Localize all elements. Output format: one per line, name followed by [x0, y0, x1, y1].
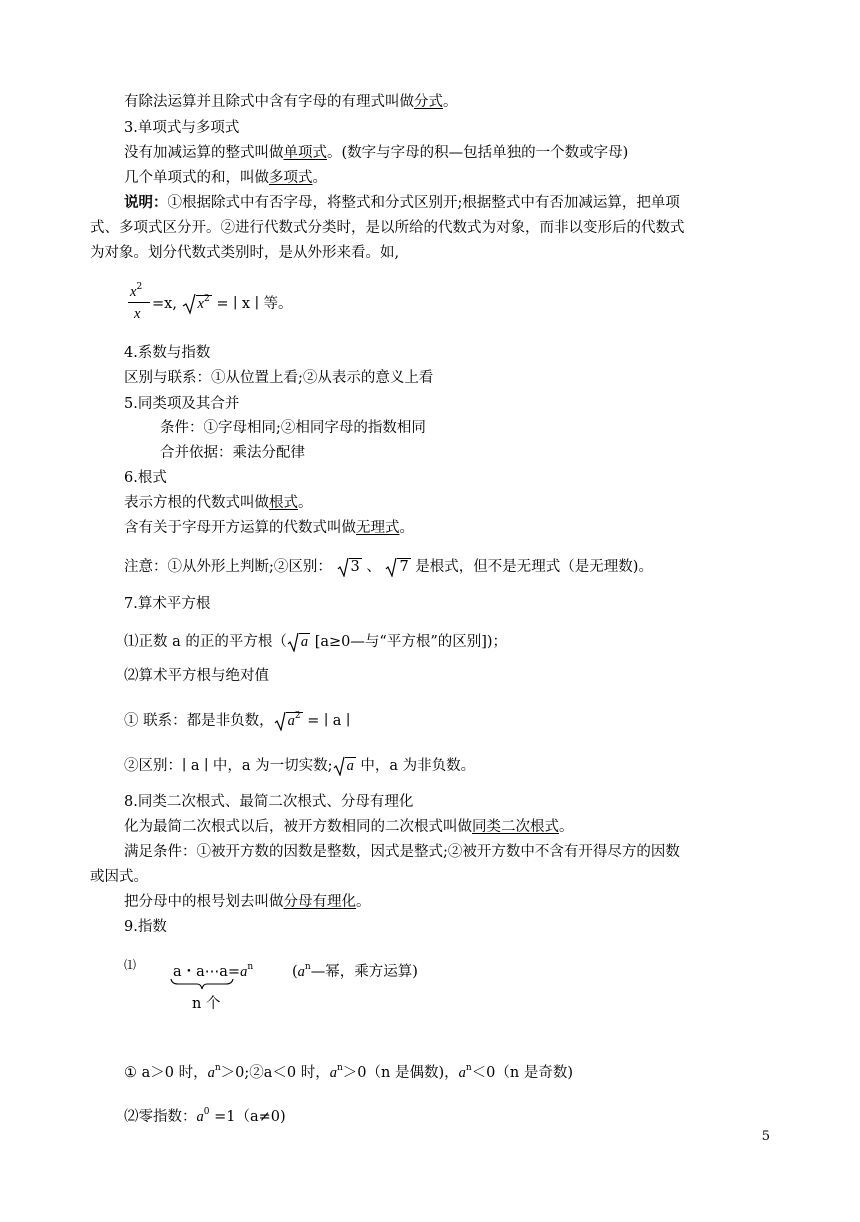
equation-rest: [152, 292, 293, 315]
text-line: 条件：①字母相同;②相同字母的指数相同: [160, 420, 426, 436]
section-heading: 7.算术平方根: [124, 596, 211, 612]
text-line: [124, 1058, 573, 1083]
exponent: n: [465, 1063, 472, 1073]
text: ⑵零指数：: [124, 1109, 197, 1125]
underbrace-icon: [170, 978, 234, 990]
text: ②区别：∣ a ∣ 中，a 为一切实数;: [124, 758, 333, 774]
text: 。: [356, 894, 371, 910]
equation-fraction-sqrt: [128, 282, 368, 326]
var-x: x: [197, 296, 204, 312]
term-polynomial: 多项式: [269, 170, 313, 186]
var-a: a: [240, 964, 248, 980]
text-line: 区别与联系：①从位置上看;②从表示的意义上看: [124, 370, 434, 386]
term-fraction: 分式: [414, 94, 443, 110]
fraction-bar: [128, 302, 150, 303]
text: ＜0（n 是奇数): [471, 1065, 574, 1081]
radicand: [196, 295, 212, 312]
exponent: n: [336, 1063, 343, 1073]
text: ① a＞0 时，: [124, 1065, 208, 1081]
term-radical: 根式: [269, 495, 298, 511]
radical-sign-icon: [274, 711, 286, 731]
radicand: a: [300, 634, 309, 650]
text: = ∣ a ∣: [302, 713, 351, 729]
note-line: [124, 193, 680, 213]
text: ＞0（n 是偶数)，: [342, 1065, 459, 1081]
fraction-numerator: [130, 282, 142, 301]
text-line: [124, 92, 458, 112]
note-line: 为对象。划分代数式类别时，是从外形来看。如,: [90, 245, 400, 261]
text: ⑴正数 a 的正的平方根（: [124, 634, 287, 650]
text: ① 联系：都是非负数，: [124, 713, 274, 729]
text-line: [124, 704, 350, 733]
var-a: a: [458, 1065, 466, 1081]
item-number: ⑴: [124, 958, 137, 972]
text: 是根式，但不是无理式（是无理数)。: [410, 559, 653, 575]
text: 。: [298, 495, 313, 511]
radical-sign-icon: [287, 632, 299, 652]
text: 。: [312, 170, 327, 186]
var-a: a: [196, 1109, 204, 1125]
text: 注意：①从外形上判断;②区别：: [124, 559, 332, 575]
section-heading: 3.单项式与多项式: [124, 120, 240, 136]
power-note: [292, 960, 418, 981]
text: (: [292, 964, 298, 980]
var-x: x: [130, 284, 137, 300]
power-definition: [124, 954, 484, 1014]
product-text: a・a⋯a=: [173, 964, 241, 980]
note-line: 式、多项式区分开。②进行代数式分类时，是以所给的代数式为对象，而非以变形后的代数式: [90, 220, 685, 236]
page-number: 5: [761, 1129, 770, 1144]
radicand: 3: [350, 559, 360, 575]
exponent: 2: [294, 711, 301, 721]
text-line: [124, 555, 653, 579]
var-a: a: [287, 713, 295, 729]
exponent: n: [304, 962, 311, 972]
term-similar-radicals: 同类二次根式: [472, 819, 559, 835]
section-heading: 5.同类项及其合并: [124, 396, 240, 412]
text: 含有关于字母开方运算的代数式叫做: [124, 520, 356, 536]
radicand: [286, 712, 303, 729]
text: ＞0;②a＜0 时，: [220, 1065, 330, 1081]
radicand: a: [346, 758, 354, 774]
text: =1（a≠0): [209, 1109, 286, 1125]
exponent: 2: [203, 294, 210, 304]
text: —幂，乘方运算): [310, 964, 418, 980]
term-rationalize-denominator: 分母有理化: [283, 894, 356, 910]
text: ①根据除式中有否字母，将整式和分式区别开;根据整式中有否加减运算，把单项: [167, 195, 680, 211]
exponent: n: [247, 962, 254, 972]
fraction-denominator: x: [134, 306, 141, 322]
exponent: n: [214, 1063, 221, 1073]
text: 。: [443, 94, 458, 110]
term-monomial: 单项式: [283, 145, 327, 161]
text-line: ⑵算术平方根与绝对值: [124, 668, 269, 684]
text-line: [124, 1102, 286, 1127]
section-heading: 6.根式: [124, 470, 167, 486]
radical-sign-icon: [385, 557, 397, 577]
text: =x,: [152, 296, 177, 312]
section-heading: 9.指数: [124, 919, 167, 935]
text: 有除法运算并且除式中含有字母的有理式叫做: [124, 94, 414, 110]
var-a: a: [207, 1065, 215, 1081]
text: 。(数字与字母的积—包括单独的一个数或字母): [327, 145, 629, 161]
text-line: [124, 817, 574, 837]
section-heading: 4.系数与指数: [124, 345, 211, 361]
radicand: 7: [399, 559, 409, 575]
text: 。: [399, 520, 414, 536]
text-line: [124, 630, 507, 654]
var-a: a: [329, 1065, 337, 1081]
text: 化为最简二次根式以后，被开方数相同的二次根式叫做: [124, 819, 472, 835]
term-irrational-expression: 无理式: [356, 520, 400, 536]
text-line: 或因式。: [90, 869, 148, 885]
text-line: [124, 518, 414, 538]
text-line: [124, 143, 628, 163]
text-line: 满足条件：①被开方数的因数是整数，因式是整式;②被开方数中不含有开得尽方的因数: [124, 844, 680, 860]
text-line: [124, 754, 475, 778]
var-a: a: [297, 964, 305, 980]
exponent: 2: [136, 282, 143, 292]
text: 没有加减运算的整式叫做: [124, 145, 284, 161]
radical-sign-icon: [333, 756, 345, 776]
radical-sign-icon: [182, 293, 196, 315]
text: 把分母中的根号划去叫做: [124, 894, 284, 910]
text-line: [124, 493, 313, 513]
text-line: [124, 168, 327, 188]
text: = ∣ x ∣ 等。: [211, 296, 293, 312]
brace-label: n 个: [192, 996, 221, 1012]
text-line: 合并依据：乘法分配律: [160, 445, 305, 461]
text: 。: [559, 819, 574, 835]
section-heading: 8.同类二次根式、最简二次根式、分母有理化: [124, 794, 414, 810]
text: 、: [361, 559, 381, 575]
text: 几个单项式的和，叫做: [124, 170, 269, 186]
text: [a≥0—与“平方根”的区别])；: [310, 634, 508, 650]
text: 表示方根的代数式叫做: [124, 495, 269, 511]
radical-sign-icon: [337, 557, 349, 577]
text: 中，a 为非负数。: [355, 758, 476, 774]
exponent: 0: [203, 1107, 210, 1117]
text-line: [124, 892, 371, 912]
note-label: 说明：: [124, 194, 168, 211]
